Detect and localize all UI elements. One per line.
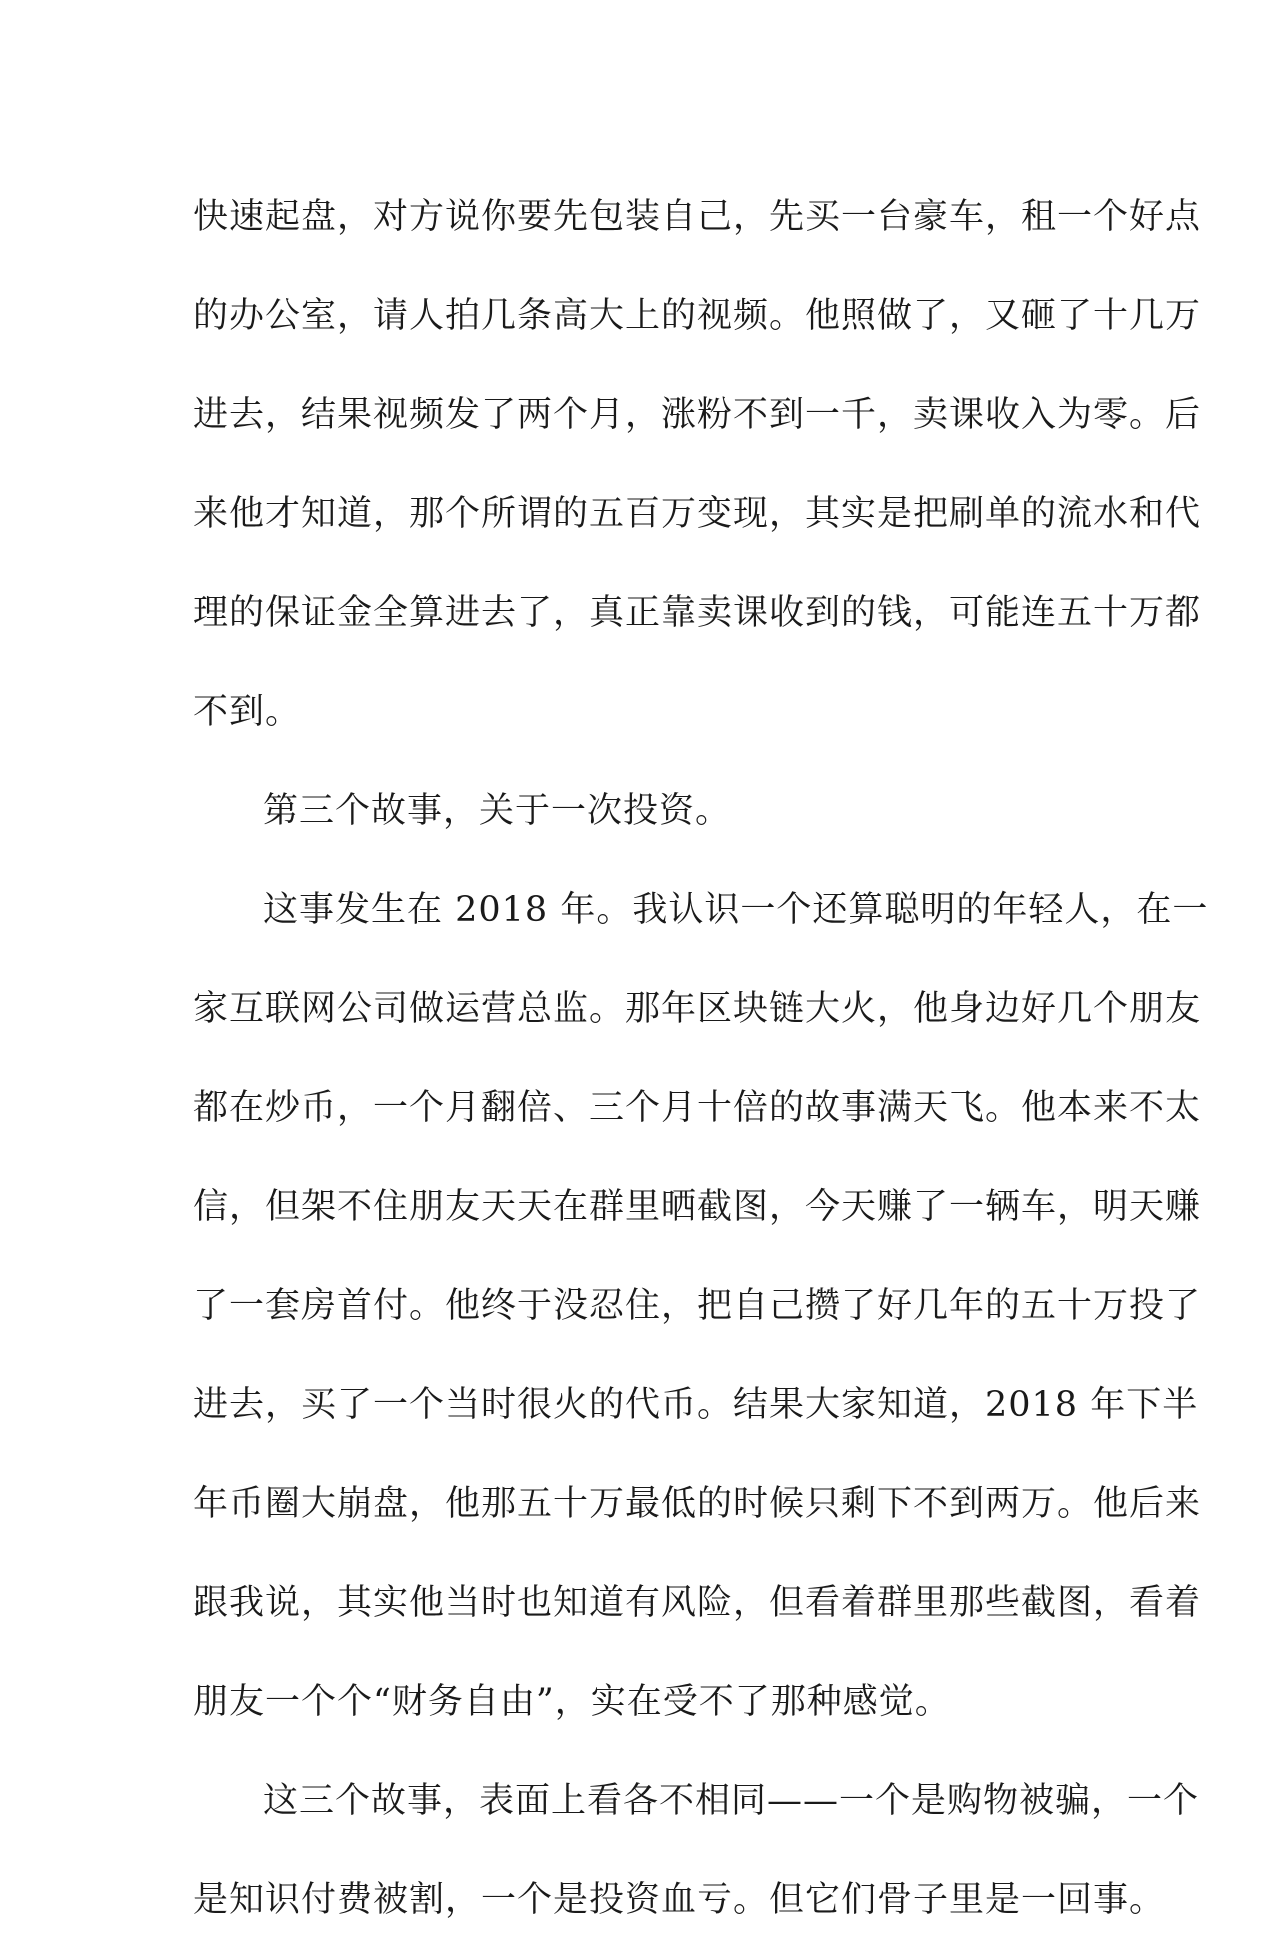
paragraph-story-two-ending xyxy=(193,168,1202,762)
text-line: 这事发生在 2018 年。我认识一个还算聪明的年轻人，在一 xyxy=(263,890,1209,930)
body-text xyxy=(193,168,1209,1950)
text-line: 都在炒币，一个月翻倍、三个月十倍的故事满天飞。他本来不太 xyxy=(193,1088,1202,1128)
text-line: 这三个故事，表面上看各不相同——一个是购物被骗，一个 xyxy=(263,1781,1200,1821)
paragraph-story-three-body xyxy=(193,861,1209,1752)
text-line: 跟我说，其实他当时也知道有风险，但看着群里那些截图，看着 xyxy=(193,1583,1202,1623)
text-line: 了一套房首付。他终于没忍住，把自己攒了好几年的五十万投了 xyxy=(193,1286,1202,1326)
text-line: 不到。 xyxy=(193,692,302,732)
text-line: 进去，买了一个当时很火的代币。结果大家知道，2018 年下半 xyxy=(193,1385,1199,1425)
paragraph-story-three-heading xyxy=(193,762,1083,861)
text-line: 来他才知道，那个所谓的五百万变现，其实是把刷单的流水和代 xyxy=(193,494,1202,534)
paragraph-summary xyxy=(193,1752,1200,1950)
text-line: 是知识付费被割，一个是投资血亏。但它们骨子里是一回事。 xyxy=(193,1880,1166,1920)
text-line: 的办公室，请人拍几条高大上的视频。他照做了，又砸了十几万 xyxy=(193,296,1202,336)
text-line: 年币圈大崩盘，他那五十万最低的时候只剩下不到两万。他后来 xyxy=(193,1484,1202,1524)
text-line: 信，但架不住朋友天天在群里晒截图，今天赚了一辆车，明天赚 xyxy=(193,1187,1202,1227)
text-line: 进去，结果视频发了两个月，涨粉不到一千，卖课收入为零。后 xyxy=(193,395,1202,435)
text-line: 第三个故事，关于一次投资。 xyxy=(263,791,732,831)
text-line: 朋友一个个“财务自由”，实在受不了那种感觉。 xyxy=(193,1682,951,1722)
text-line: 家互联网公司做运营总监。那年区块链大火，他身边好几个朋友 xyxy=(193,989,1202,1029)
text-line: 快速起盘，对方说你要先包装自己，先买一台豪车，租一个好点 xyxy=(193,197,1202,237)
text-line: 理的保证金全算进去了，真正靠卖课收到的钱，可能连五十万都 xyxy=(193,593,1202,633)
